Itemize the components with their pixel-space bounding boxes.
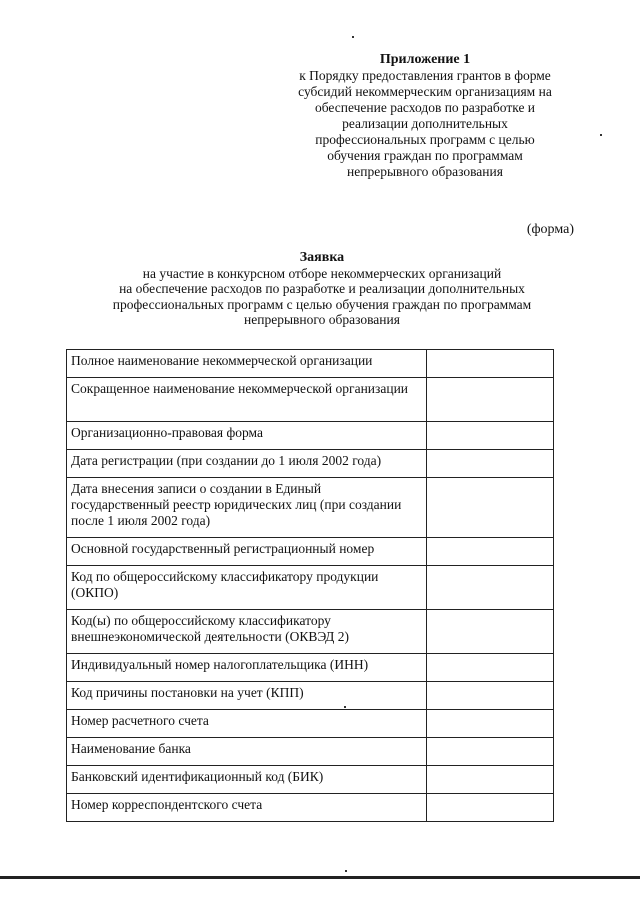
row-label: Индивидуальный номер налогоплательщика (ИНН) <box>67 654 427 682</box>
table-row <box>67 422 554 450</box>
row-value-field[interactable] <box>427 450 554 478</box>
table-row <box>67 350 554 378</box>
row-value-field[interactable] <box>427 738 554 766</box>
scan-speck <box>600 134 602 136</box>
table-row <box>67 738 554 766</box>
heading-line: на обеспечение расходов по разработке и реализации дополнительных <box>119 281 525 296</box>
row-label: Номер корреспондентского счета <box>67 794 427 822</box>
table-row <box>67 654 554 682</box>
heading-line: на участие в конкурсном отборе некоммерческих организаций <box>142 265 502 281</box>
row-label: Сокращенное наименование некоммерческой организации <box>67 378 427 422</box>
scan-bottom-edge <box>0 876 640 879</box>
row-value-field[interactable] <box>427 654 554 682</box>
table-row <box>67 682 554 710</box>
row-label: Банковский идентификационный код (БИК) <box>67 766 427 794</box>
scan-speck <box>344 706 346 708</box>
row-label: Код причины постановки на учет (КПП) <box>67 682 427 710</box>
table-row <box>67 450 554 478</box>
scan-speck <box>352 36 354 38</box>
appendix-line: реализации дополнительных <box>342 116 508 131</box>
application-title: Заявка <box>299 250 345 265</box>
scan-speck <box>345 870 347 872</box>
row-value-field[interactable] <box>427 682 554 710</box>
row-value-field[interactable] <box>427 766 554 794</box>
application-table <box>66 349 554 822</box>
appendix-line: непрерывного образования <box>347 164 503 179</box>
heading-line: профессиональных программ с целью обучения граждан по программам <box>112 296 532 312</box>
row-value-field[interactable] <box>427 378 554 422</box>
row-label: Номер расчетного счета <box>67 710 427 738</box>
table-row <box>67 538 554 566</box>
appendix-line: обеспечение расходов по разработке и <box>314 100 536 115</box>
appendix-line: субсидий некоммерческим организациям на <box>298 84 552 99</box>
form-mark: (форма) <box>526 222 574 237</box>
appendix-block <box>270 52 580 180</box>
row-value-field[interactable] <box>427 794 554 822</box>
appendix-line: к Порядку предоставления грантов в форме <box>299 68 551 83</box>
row-value-field[interactable] <box>427 422 554 450</box>
row-label: Код по общероссийскому классификатору продукции (ОКПО) <box>67 566 427 610</box>
heading-line: непрерывного образования <box>244 312 400 327</box>
table-row <box>67 710 554 738</box>
application-heading <box>62 250 582 328</box>
table-row <box>67 794 554 822</box>
row-value-field[interactable] <box>427 538 554 566</box>
row-value-field[interactable] <box>427 350 554 378</box>
row-value-field[interactable] <box>427 710 554 738</box>
row-label: Организационно-правовая форма <box>67 422 427 450</box>
row-label: Основной государственный регистрационный номер <box>67 538 427 566</box>
table-row <box>67 610 554 654</box>
row-value-field[interactable] <box>427 478 554 538</box>
table-row <box>67 566 554 610</box>
appendix-line: профессиональных программ с целью <box>315 132 535 147</box>
table-row <box>67 378 554 422</box>
appendix-line: обучения граждан по программам <box>327 148 523 163</box>
table-row <box>67 766 554 794</box>
row-label: Код(ы) по общероссийскому классификатору внешнеэкономической деятельности (ОКВЭД 2) <box>67 610 427 654</box>
row-value-field[interactable] <box>427 610 554 654</box>
row-label: Полное наименование некоммерческой организации <box>67 350 427 378</box>
row-label: Дата внесения записи о создании в Единый государственный реестр юридических лиц (при создании после 1 июля 2002 года) <box>67 478 427 538</box>
appendix-title: Приложение 1 <box>379 52 471 67</box>
table-row <box>67 478 554 538</box>
row-label: Наименование банка <box>67 738 427 766</box>
row-label: Дата регистрации (при создании до 1 июля 2002 года) <box>67 450 427 478</box>
row-value-field[interactable] <box>427 566 554 610</box>
